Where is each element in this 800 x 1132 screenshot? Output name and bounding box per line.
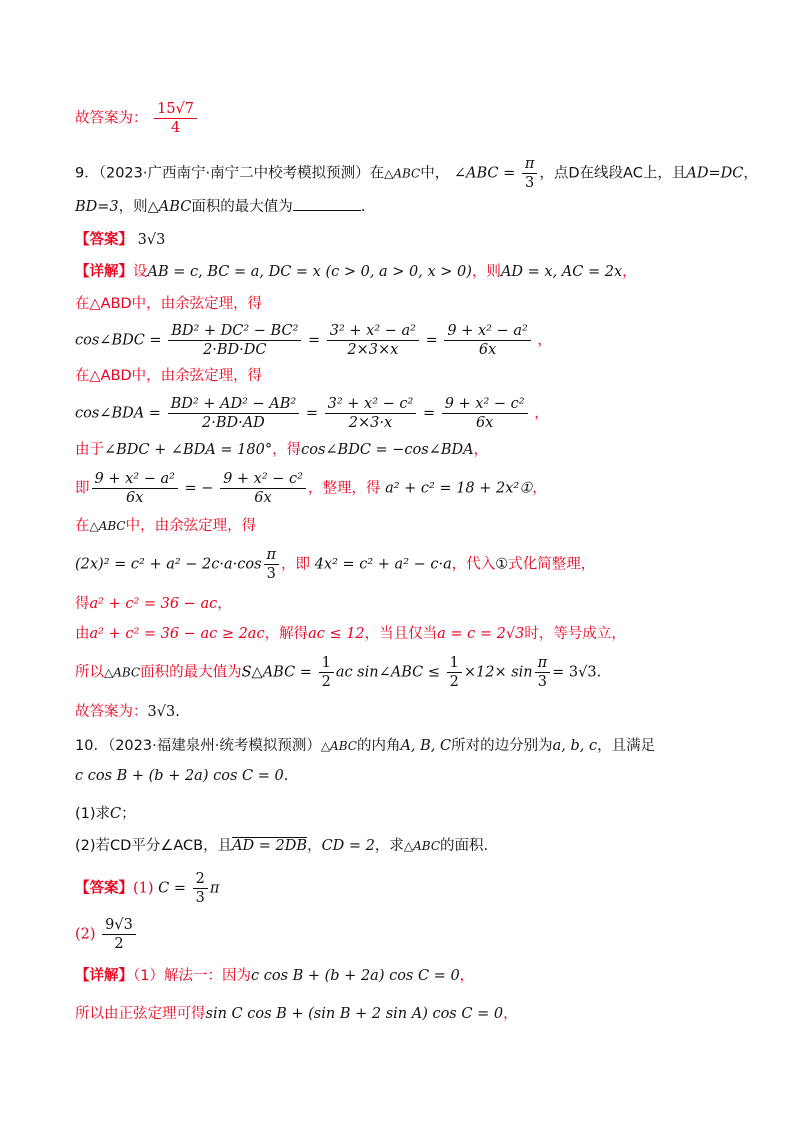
question-10-part-1: (1)求C； xyxy=(75,806,136,822)
solution-10-line-1: 【详解】（1）解法一：因为c cos B + (b + 2a) cos C = 0， xyxy=(75,968,475,984)
solution-9-line-7: (2x)² = c² + a² − 2c·a·cos $\frac{\pi}{3}$ ，即 4x² = c² + a² − c·a，代入①式化简整理， xyxy=(75,547,596,582)
answer-9: 【答案】 3√3 xyxy=(75,232,166,248)
solution-10-line-2: 所以由正弦定理可得sin C cos B + (sin B + 2 sin A) cos C = 0， xyxy=(75,1006,518,1022)
question-9-line-2: BD=3，则△ABC面积的最大值为 . xyxy=(75,196,365,217)
solution-9-line-1: 【详解】设AB = c, BC = a, DC = x (c > 0, a > 0, x > 0)，则AD = x, AC = 2x， xyxy=(75,264,637,280)
answer-10-part-2: (2) $\frac{9√3}{2}$ xyxy=(75,916,138,953)
fraction: $\frac{\pi}{3}$ xyxy=(522,155,538,192)
question-10-line-1: 10．（2023·福建泉州·统考模拟预测）△ABC的内角A, B, C所对的边分别为a, b, c，且满足 xyxy=(75,738,656,754)
answer-10-part-1: 【答案】(1) C = $\frac{2}{3}$ π xyxy=(75,871,220,906)
solution-9-cos-bdc: cos∠BDC = $\frac{\text{BD² + DC² − BC²}}{2\cdot BD\cdot DC}$ = $\frac{\text{3² + x² − a²}}{2\times 3\times x}$ = $\frac{\text{9 + x² − a²}}{6x}$ ， xyxy=(75,323,552,358)
solution-9-line-2: 在△ABD中，由余弦定理，得 xyxy=(75,296,263,312)
solution-9-line-3: 在△ABD中，由余弦定理，得 xyxy=(75,368,263,384)
solution-9-line-5: 即 $\frac{\text{9 + x² − a²}}{6x}$ = − $\frac{\text{9 + x² − c²}}{6x}$ ，整理，得 a² + c² = 18 + 2x²①， xyxy=(75,471,547,506)
answer-tag: 【答案】 xyxy=(75,880,133,897)
answer-fraction: $\frac{15√7}{4}$ xyxy=(154,100,197,137)
answer-label: 故答案为： xyxy=(75,110,148,127)
detail-tag: 【详解】 xyxy=(75,968,133,984)
detail-tag: 【详解】 xyxy=(75,264,133,280)
solution-9-line-9: 由a² + c² = 36 − ac ≥ 2ac，解得ac ≤ 12，当且仅当a = c = 2√3时，等号成立， xyxy=(75,626,626,642)
question-10-line-2: c cos B + (b + 2a) cos C = 0. xyxy=(75,768,289,784)
solution-9-line-8: 得a² + c² = 36 − ac， xyxy=(75,596,232,612)
final-answer-8 xyxy=(75,100,199,137)
answer-blank xyxy=(293,196,361,211)
solution-9-line-6: 在△ABC中，由余弦定理，得 xyxy=(75,518,257,534)
final-answer-9: 故答案为：3√3. xyxy=(75,704,180,720)
solution-9-line-10: 所以△ABC面积的最大值为S△ABC = $\frac{1}{2}$ ac sin∠ABC ≤ $\frac{1}{2}$ ×12× sin $\frac{\pi}{3}$ = 3√3. xyxy=(75,655,602,690)
solution-9-line-4: 由于∠BDC + ∠BDA = 180°，得cos∠BDC = −cos∠BDA， xyxy=(75,442,489,458)
solution-9-cos-bda: cos∠BDA = $\frac{\text{BD² + AD² − AB²}}{2\cdot BD\cdot AD}$ = $\frac{\text{3² + x² − c²}}{2\times 3\cdot x}$ = $\frac{\text{9 + x² − c²}}{6x}$ ， xyxy=(75,396,549,431)
answer-tag: 【答案】 xyxy=(75,232,133,248)
question-10-part-2: (2)若CD平分∠ACB，且AD = 2DB，CD = 2，求△ABC的面积. xyxy=(75,838,489,854)
question-9-line-1: 9．（2023·广西南宁·南宁二中校考模拟预测）在△ABC中， ∠ABC = $\frac{\pi}{3}$ ，点D在线段AC上，且AD=DC， xyxy=(75,156,758,191)
